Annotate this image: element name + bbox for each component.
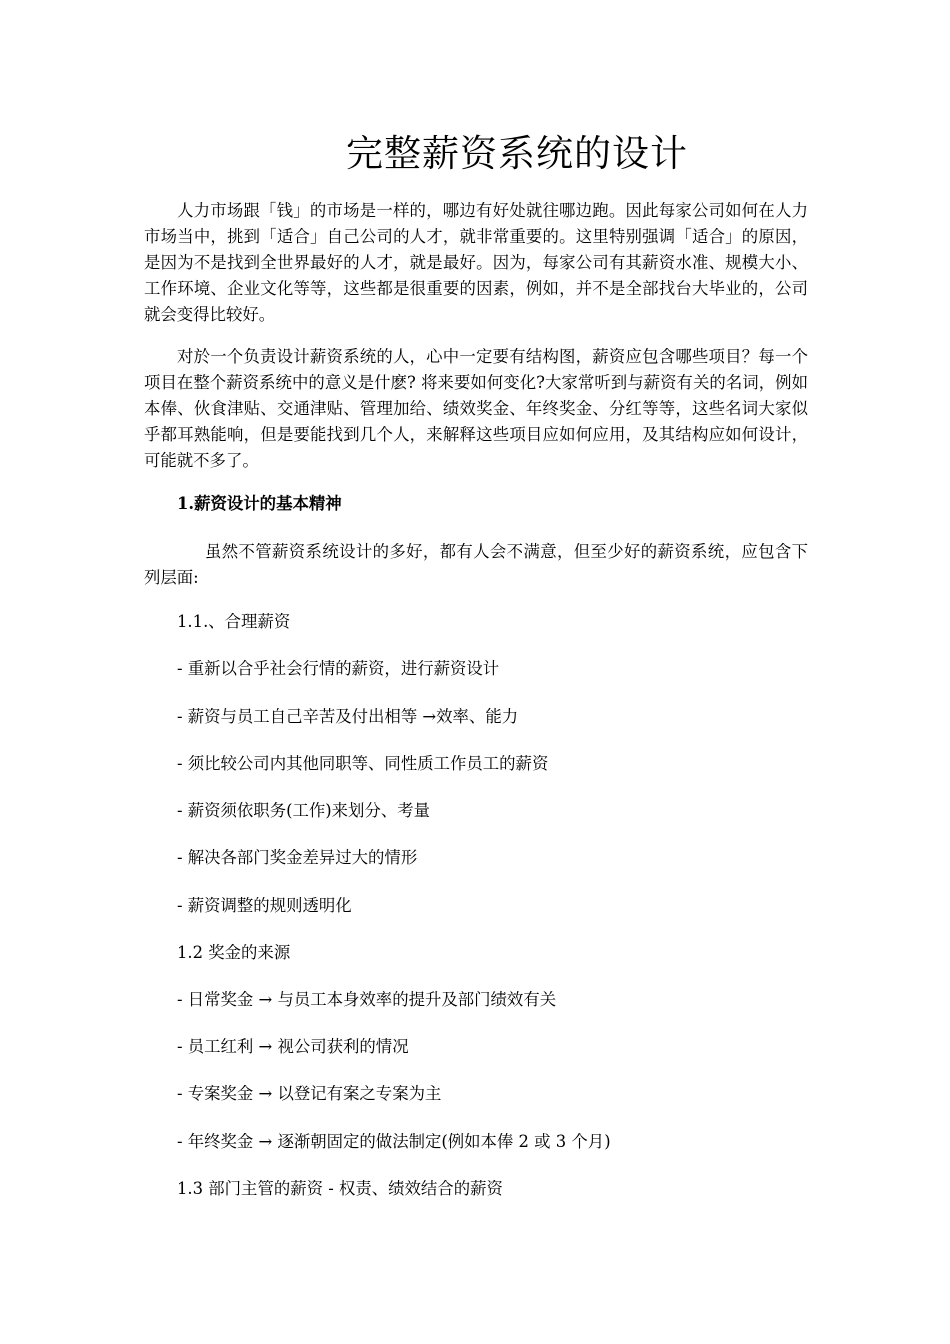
section-1-1-heading: 1.1.、合理薪资 [177,612,291,631]
section-1-1-item: - 薪资与员工自己辛苦及付出相等 →效率、能力 [177,707,519,726]
section-1-2-item: - 员工红利 → 视公司获利的情况 [177,1037,409,1056]
section-1-1-item: - 重新以合乎社会行情的薪资，进行薪资设计 [177,659,500,678]
section-1-2-item: - 专案奖金 → 以登记有案之专案为主 [177,1084,442,1103]
section-1-1-item: - 须比较公司内其他同职等、同性质工作员工的薪资 [177,754,549,773]
intro-paragraph-2: 对於一个负责设计薪资系统的人，心中一定要有结构图，薪资应包含哪些项目？每一个项目在整个薪资系统中的意义是什麽? 将来要如何变化?大家常听到与薪资有关的名词，例如本俸、伙食津贴、交通津贴、管理加给、绩效奖金、年终奖金、分红等等，这些名词大家似乎都耳熟能响，但是要能找到几个人，来解释这些项目应如何应用，及其结构应如何设计，可能就不多了。 [144,347,808,470]
section-1-2-heading: 1.2 奖金的来源 [177,943,291,962]
section-1-1-item: - 薪资调整的规则透明化 [177,896,352,915]
section-1-heading: 1.薪资设计的基本精神 [177,494,342,513]
section-1-intro: 虽然不管薪资系统设计的多好，都有人会不满意，但至少好的薪资系统，应包含下列层面: [144,542,808,587]
section-1-3-heading: 1.3 部门主管的薪资 - 权责、绩效结合的薪资 [177,1179,503,1198]
intro-paragraph-1: 人力市场跟「钱」的市场是一样的，哪边有好处就往哪边跑。因此每家公司如何在人力市场当中，挑到「适合」自己公司的人才，就非常重要的。这里特别强调「适合」的原因，是因为不是找到全世界最好的人才，就是最好。因为，每家公司有其薪资水准、规模大小、工作环境、企业文化等等，这些都是很重要的因素，例如，并不是全部找台大毕业的，公司就会变得比较好。 [144,201,808,324]
section-1-2-item: - 日常奖金 → 与员工本身效率的提升及部门绩效有关 [177,990,557,1009]
section-1-2-item: - 年终奖金 → 逐渐朝固定的做法制定(例如本俸 2 或 3 个月) [177,1132,611,1151]
section-1-1-item: - 薪资须依职务(工作)来划分、考量 [177,801,431,820]
document-title: 完整薪资系统的设计 [346,132,688,175]
section-1-1-item: - 解决各部门奖金差异过大的情形 [177,848,418,867]
